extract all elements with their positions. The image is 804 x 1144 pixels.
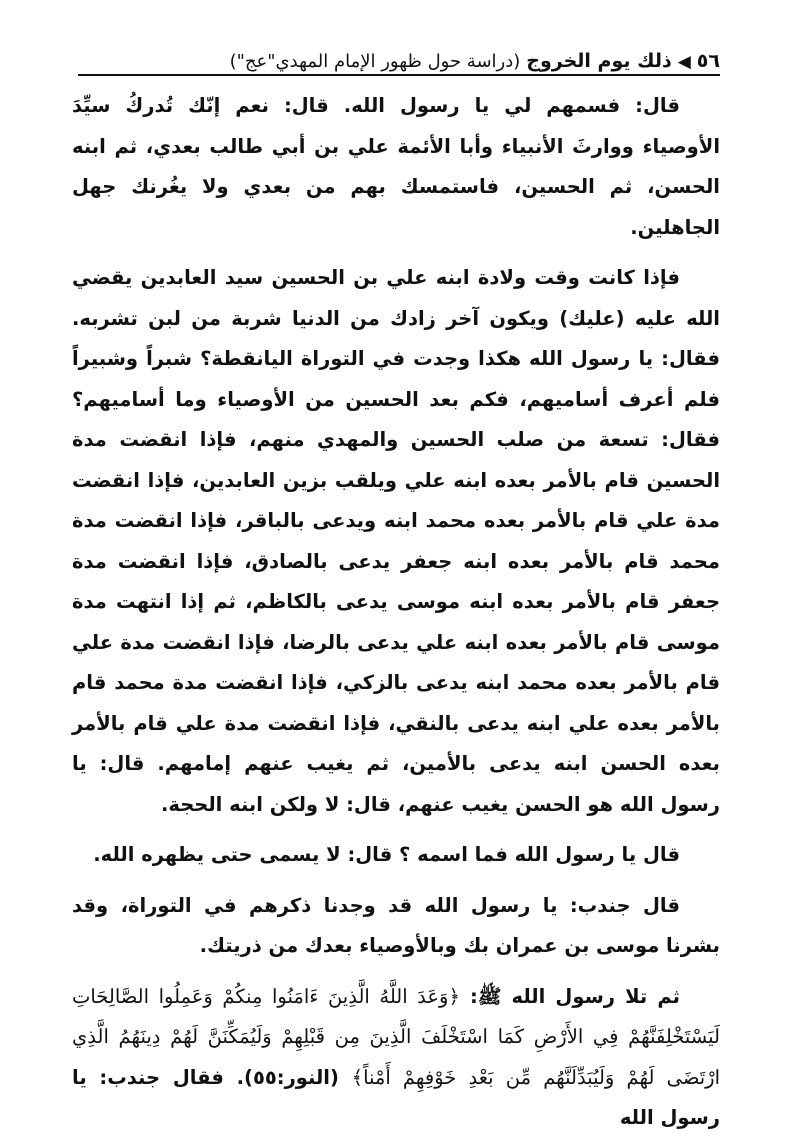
book-subtitle: (دراسة حول ظهور الإمام المهدي"عج"): [229, 51, 521, 72]
paragraph-1: قال: فسمهم لي يا رسول الله. قال: نعم إنّك تُدركُ سيِّدَ الأوصياء ووارثَ الأنبياء وأبا الأئمة علي بن أبي طالب بعدي، ثم ابنه الحسن، ثم الحسين، فاستمسك بهم من بعدي ولا يغُرنك جهل الجاهلين.: [72, 94, 720, 239]
paragraph-5-intro: ثم تلا رسول الله ﷺ:: [459, 984, 680, 1008]
paragraph-2: فإذا كانت وقت ولادة ابنه علي بن الحسين سيد العابدين يقضي الله عليه (عليك) ويكون آخر زادك من الدنيا شربة من لبن تشربه. فقال: يا رسول الله هكذا وجدت في التوراة اليانقطة؟ شبراً وشبيراً فلم أعرف أساميهم، فكم بعد الحسين من الأوصياء وما أساميهم؟ فقال: تسعة من صلب الحسين والمهدي منهم، فإذا انقضت مدة الحسين قام بالأمر بعده ابنه علي ويلقب بزين العابدين، فإذا انقضت مدة علي قام بالأمر بعده محمد ابنه ويدعى بالباقر، فإذا انقضت مدة محمد قام بالأمر بعده ابنه جعفر يدعى بالصادق، فإذا انقضت مدة جعفر قام بالأمر بعده ابنه موسى يدعى بالكاظم، ثم إذا انتهت مدة موسى قام بالأمر بعده ابنه علي يدعى بالرضا، فإذا انقضت مدة علي قام بالأمر بعده محمد ابنه يدعى بالزكي، فإذا انقضت مدة محمد قام بالأمر بعده علي ابنه يدعى بالنقي، فإذا انقضت مدة علي قام بالأمر بعده الحسن ابنه يدعى بالأمين، ثم يغيب عنهم إمامهم. قال: يا رسول الله هو الحسن يغيب عنهم، قال: لا ولكن ابنه الحجة.: [72, 266, 720, 816]
paragraph-5-outro: فقال جندب: يا رسول الله: [72, 1065, 720, 1129]
page-number: ٥٦: [696, 50, 720, 72]
running-header: [78, 28, 720, 72]
paragraph-3: قال يا رسول الله فما اسمه ؟ قال: لا يسمى حتى يظهره الله.: [93, 843, 680, 866]
book-title: ذلك يوم الخروج: [526, 50, 672, 72]
arrow-marker-icon: ◀: [677, 52, 691, 72]
header-divider: [78, 74, 720, 76]
paragraph-5: [72, 977, 720, 1139]
paragraph-4: قال جندب: يا رسول الله قد وجدنا ذكرهم في التوراة، وقد بشرنا موسى بن عمران بك وبالأوصياء بعدك من ذريتك.: [72, 893, 720, 957]
verse-reference: (النور:٥٥).: [223, 1065, 352, 1089]
quran-verse: ﴿وَعَدَ اللَّهُ الَّذِينَ ءَامَنُوا مِنكُمْ وَعَمِلُوا الصَّالِحَاتِ لَيَسْتَخْلِفَنَّهُمْ فِي الأَرْضِ كَمَا اسْتَخْلَفَ الَّذِينَ مِن قَبْلِهِمْ وَلَيُمَكِّنَنَّ لَهُمْ دِينَهُمُ الَّذِي ارْتَضَى لَهُمْ وَلَيُبَدِّلَنَّهُم مِّن بَعْدِ خَوْفِهِمْ أَمْناً﴾: [72, 984, 721, 1089]
body-text: [72, 86, 720, 1139]
